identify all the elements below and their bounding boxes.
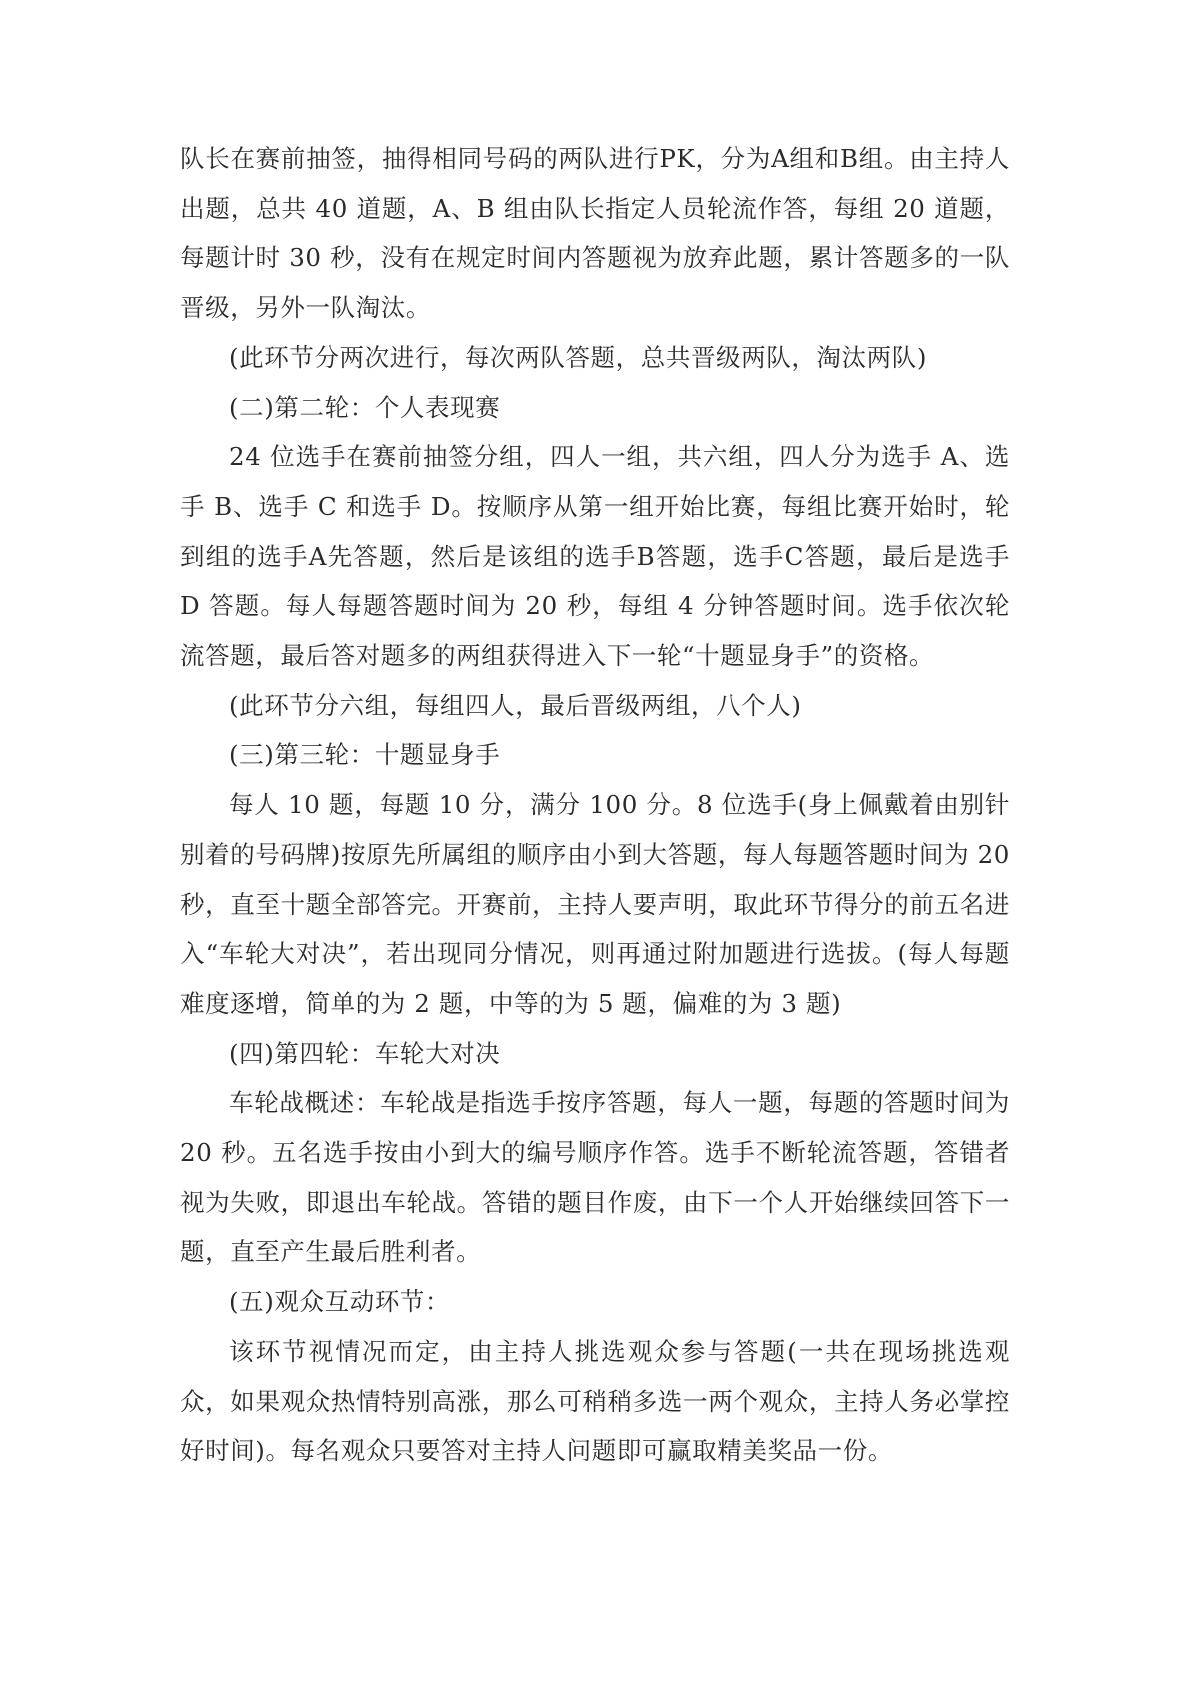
round-three-rules-paragraph: 每人 10 题，每题 10 分，满分 100 分。8 位选手(身上佩戴着由别针别着的号码牌)按原先所属组的顺序由小到大答题，每人每题答题时间为 20 秒，直至十题全部答完。开赛前，主持人要声明，取此环节得分的前五名进入“车轮大对决”，若出现同分情况，则再通过附加题进行选拔。(每人每题难度逐增，简单的为 2 题，中等的为 5 题，偏难的为 3 题) [180, 790, 1010, 1018]
round-two-rules-paragraph: 24 位选手在赛前抽签分组，四人一组，共六组，四人分为选手 A、选手 B、选手 C 和选手 D。按顺序从第一组开始比赛，每组比赛开始时，轮到组的选手A先答题，然后是该组的选手B答题，选手C答题，最后是选手 D 答题。每人每题答题时间为 20 秒，每组 4 分钟答题时间。选手依次轮流答题，最后答对题多的两组获得进入下一轮“十题显身手”的资格。 [180, 442, 1010, 671]
round-four-rules-paragraph: 车轮战概述：车轮战是指选手按序答题，每人一题，每题的答题时间为 20 秒。五名选手按由小到大的编号顺序作答。选手不断轮流答题，答错者视为失败，即退出车轮战。答错的题目作废，由下一个人开始继续回答下一题，直至产生最后胜利者。 [180, 1088, 1010, 1267]
round-three-heading: (三)第三轮：十题显身手 [229, 740, 501, 770]
audience-section-paragraph: 该环节视情况而定，由主持人挑选观众参与答题(一共在现场挑选观众，如果观众热情特别高涨，那么可稍稍多选一两个观众，主持人务必掌控好时间)。每名观众只要答对主持人问题即可赢取精美奖品一份。 [180, 1336, 1010, 1466]
round-two-heading: (二)第二轮：个人表现赛 [229, 392, 501, 422]
document-body [180, 134, 1010, 1476]
round-one-rules-paragraph: 队长在赛前抽签，抽得相同号码的两队进行PK，分为A组和B组。由主持人出题，总共 40 道题，A、B 组由队长指定人员轮流作答，每组 20 道题，每题计时 30 秒，没有在规定时间内答题视为放弃此题，累计答题多的一队晋级，另外一队淘汰。 [180, 144, 1010, 323]
round-one-note: (此环节分两次进行，每次两队答题，总共晋级两队，淘汰两队) [229, 342, 928, 372]
round-four-heading: (四)第四轮：车轮大对决 [229, 1038, 501, 1068]
round-two-note: (此环节分六组，每组四人，最后晋级两组，八个人) [229, 690, 802, 720]
audience-section-heading: (五)观众互动环节： [229, 1287, 451, 1317]
